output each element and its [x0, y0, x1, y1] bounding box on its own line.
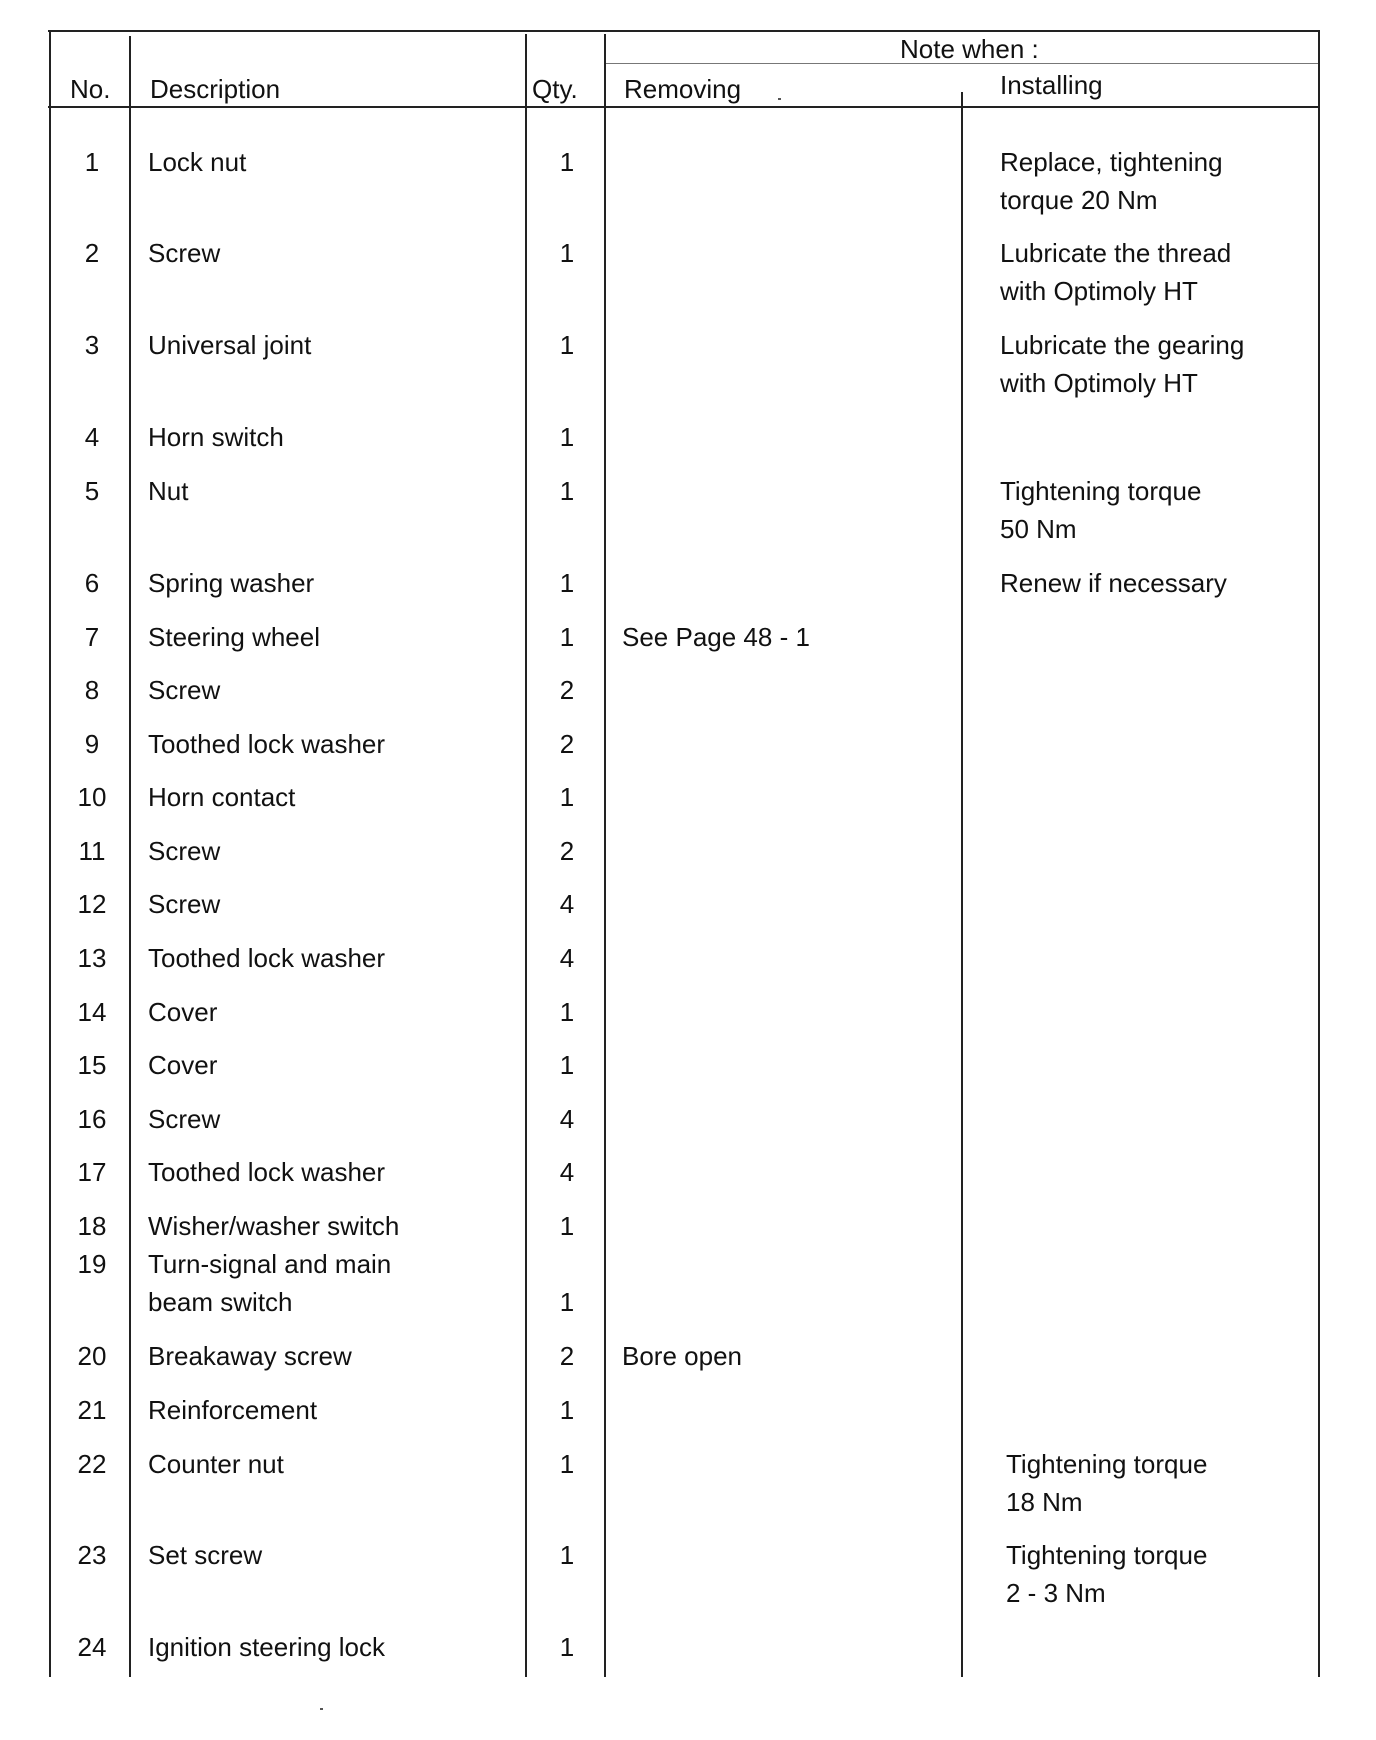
row-description: Steering wheel [148, 622, 320, 652]
row-installing-note: Tightening torque 2 - 3 Nm [1006, 1540, 1208, 1608]
header-note-when: Note when : [900, 34, 1039, 64]
row-qty: 4 [559, 1104, 575, 1134]
row-qty: 1 [559, 997, 575, 1027]
row-number: 2 [84, 238, 100, 268]
row-installing-note: Renew if necessary [1000, 568, 1227, 598]
row-description: Screw [148, 675, 221, 705]
row-qty: 2 [559, 675, 575, 705]
row-description: Horn contact [148, 782, 296, 812]
row-number: 16 [77, 1104, 107, 1134]
row-installing-note: Tightening torque 50 Nm [1000, 476, 1202, 544]
row-qty: 1 [559, 1050, 575, 1080]
row-number: 10 [77, 782, 107, 812]
column-border-removing-installing [961, 92, 963, 1677]
row-description: Universal joint [148, 330, 312, 360]
row-number: 1 [84, 147, 100, 177]
row-number: 14 [77, 997, 107, 1027]
row-description: Cover [148, 1050, 218, 1080]
header-removing: Removing [624, 74, 742, 104]
header-installing: Installing [1000, 70, 1103, 100]
table-top-border [48, 30, 1318, 32]
column-border-left [49, 32, 51, 1677]
row-description: Breakaway screw [148, 1341, 352, 1371]
column-border-desc-qty [525, 34, 527, 1677]
row-number: 24 [77, 1632, 107, 1662]
scan-speck [778, 98, 781, 100]
row-number: 18 [77, 1211, 107, 1241]
row-number: 8 [84, 675, 100, 705]
row-installing-note: Lubricate the gearing with Optimoly HT [1000, 330, 1245, 398]
row-description: Ignition steering lock [148, 1632, 386, 1662]
row-qty: 1 [559, 147, 575, 177]
row-number: 7 [84, 622, 100, 652]
row-description: Counter nut [148, 1449, 284, 1479]
row-description: Turn-signal and main beam switch [148, 1249, 392, 1317]
row-description: Toothed lock washer [148, 943, 386, 973]
row-qty: 4 [559, 1157, 575, 1187]
row-qty: 1 [559, 1287, 575, 1317]
row-number: 11 [78, 836, 106, 866]
row-removing-note: Bore open [622, 1341, 742, 1371]
row-installing-note: Replace, tightening torque 20 Nm [1000, 147, 1223, 215]
row-description: Spring washer [148, 568, 315, 598]
row-qty: 1 [559, 782, 575, 812]
row-installing-note: Tightening torque 18 Nm [1006, 1449, 1208, 1517]
row-qty: 1 [559, 1449, 575, 1479]
row-description: Cover [148, 997, 218, 1027]
header-bottom-border [48, 106, 1318, 108]
header-description: Description [150, 74, 281, 104]
row-number: 17 [77, 1157, 107, 1187]
row-qty: 1 [559, 1540, 575, 1570]
row-qty: 2 [559, 1341, 575, 1371]
row-number: 19 [77, 1249, 107, 1279]
row-number: 5 [84, 476, 100, 506]
row-description: Nut [148, 476, 189, 506]
header-no: No. [70, 74, 111, 104]
row-qty: 1 [559, 330, 575, 360]
row-qty: 1 [559, 568, 575, 598]
row-number: 21 [77, 1395, 107, 1425]
row-description: Toothed lock washer [148, 1157, 386, 1187]
row-qty: 1 [559, 1632, 575, 1662]
row-qty: 4 [559, 889, 575, 919]
row-description: Wisher/washer switch [148, 1211, 400, 1241]
row-installing-note: Lubricate the thread with Optimoly HT [1000, 238, 1232, 306]
row-qty: 1 [559, 476, 575, 506]
row-number: 9 [84, 729, 100, 759]
row-number: 4 [84, 422, 100, 452]
row-number: 12 [77, 889, 107, 919]
row-description: Set screw [148, 1540, 263, 1570]
row-number: 13 [77, 943, 107, 973]
row-removing-note: See Page 48 - 1 [622, 622, 810, 652]
row-qty: 2 [559, 729, 575, 759]
row-number: 3 [84, 330, 100, 360]
row-number: 6 [84, 568, 100, 598]
scan-speck [320, 1708, 323, 1710]
row-description: Toothed lock washer [148, 729, 386, 759]
row-description: Screw [148, 836, 221, 866]
row-number: 20 [77, 1341, 107, 1371]
row-description: Screw [148, 238, 221, 268]
header-qty: Qty. [532, 74, 578, 104]
row-qty: 4 [559, 943, 575, 973]
row-description: Lock nut [148, 147, 247, 177]
row-qty: 1 [559, 1211, 575, 1241]
row-number: 15 [77, 1050, 107, 1080]
row-description: Horn switch [148, 422, 284, 452]
row-qty: 1 [559, 622, 575, 652]
row-qty: 1 [559, 422, 575, 452]
row-description: Screw [148, 1104, 221, 1134]
row-qty: 2 [559, 836, 575, 866]
row-number: 22 [77, 1449, 107, 1479]
row-qty: 1 [559, 238, 575, 268]
row-number: 23 [77, 1540, 107, 1570]
row-description: Reinforcement [148, 1395, 318, 1425]
row-description: Screw [148, 889, 221, 919]
row-qty: 1 [559, 1395, 575, 1425]
